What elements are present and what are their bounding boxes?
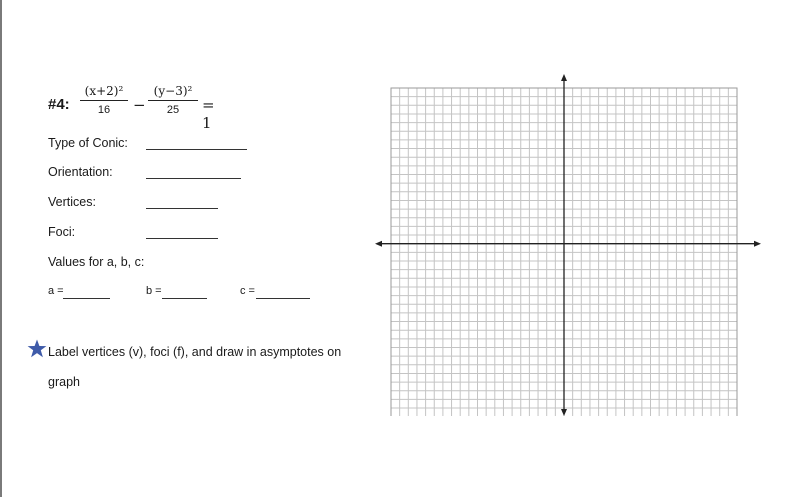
y-term-numerator: (y−3)² (153, 84, 193, 98)
x-term-fraction-bar (80, 100, 128, 101)
orientation-label: Orientation: (48, 165, 113, 179)
type-of-conic-label: Type of Conic: (48, 136, 128, 150)
a-blank[interactable] (63, 298, 110, 299)
instruction-line-2: graph (48, 375, 80, 389)
y-term-denominator: 25 (166, 104, 180, 116)
problem-number: #4: (48, 96, 70, 113)
values-header: Values for a, b, c: (48, 255, 145, 269)
page-left-border (0, 0, 2, 497)
x-term-numerator: (x+2)² (84, 84, 124, 98)
fraction-y-term (148, 84, 198, 116)
foci-label: Foci: (48, 225, 76, 239)
type-of-conic-blank[interactable] (146, 149, 247, 150)
b-blank[interactable] (162, 298, 207, 299)
instruction-line-1: Label vertices (v), foci (f), and draw in asymptotes on (48, 345, 342, 359)
y-axis-up-arrow-icon (561, 74, 567, 81)
c-blank[interactable] (256, 298, 310, 299)
y-term-fraction-bar (148, 100, 198, 101)
vertices-label: Vertices: (48, 195, 96, 209)
vertices-blank[interactable] (146, 208, 218, 209)
coordinate-graph[interactable] (375, 74, 761, 416)
b-label: b = (146, 285, 162, 297)
fraction-x-term (80, 84, 128, 116)
x-axis-left-arrow-icon (375, 241, 382, 247)
x-term-denominator: 16 (97, 104, 111, 116)
equals-one: = 1 (202, 96, 215, 132)
foci-blank[interactable] (146, 238, 218, 239)
a-label: a = (48, 285, 64, 297)
minus-sign: − (133, 96, 146, 114)
c-label: c = (240, 285, 255, 297)
y-axis-down-arrow-icon (561, 409, 567, 416)
orientation-blank[interactable] (146, 178, 241, 179)
x-axis-right-arrow-icon (754, 241, 761, 247)
star-icon (27, 339, 47, 358)
